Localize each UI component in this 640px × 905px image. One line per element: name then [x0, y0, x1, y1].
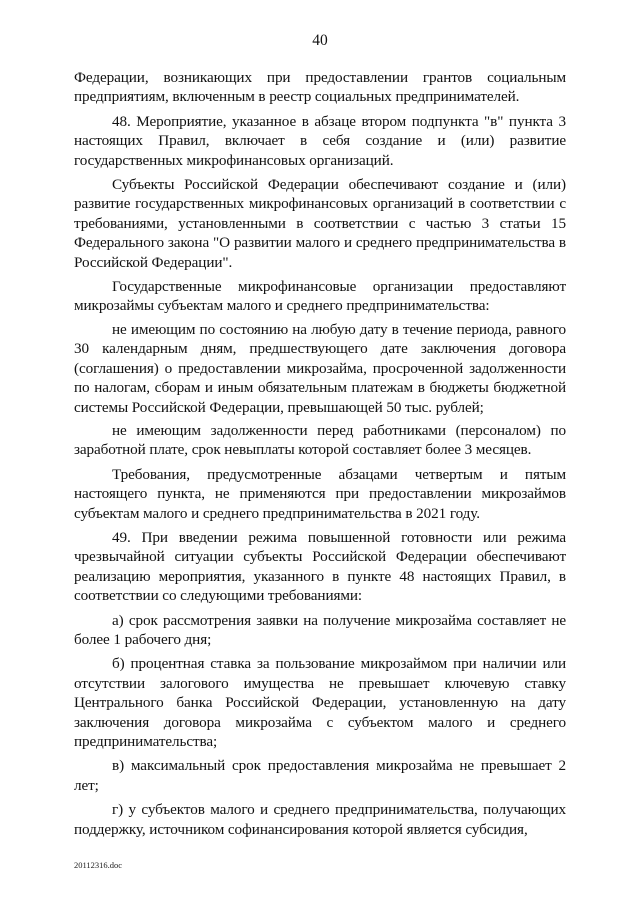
paragraph-condition-tax-debt: не имеющим по состоянию на любую дату в течение периода, равного 30 календарным дням, предшествующего дате заключения договора (соглашения) о предоставлении микрозайма, просроченной задолженности по налогам, сборам и иным обязательным платежам в бюджеты бюджетной системы Российской Федерации, превышающей 50 тыс. рублей; — [74, 320, 566, 416]
paragraph-item-49: 49. При введении режима повышенной готовности или режима чрезвычайной ситуации субъекты Российской Федерации обеспечивают реализацию мероприятия, указанного в пункте 48 настоящих Правил, в соответствии со следующими требованиями: — [74, 528, 566, 605]
paragraph-item-48: 48. Мероприятие, указанное в абзаце втором подпункта "в" пункта 3 настоящих Правил, включает в себя создание и (или) развитие государственных микрофинансовых организаций. — [74, 112, 566, 169]
paragraph-subitem-g: г) у субъектов малого и среднего предпринимательства, получающих поддержку, источником софинансирования которой является субсидия, — [74, 801, 566, 838]
paragraph-subitem-v: в) максимальный срок предоставления микрозайма не превышает 2 лет; — [74, 757, 566, 794]
document-body — [74, 68, 566, 844]
paragraph-microloans-intro: Государственные микрофинансовые организации предоставляют микрозаймы субъектам малого и среднего предпринимательства: — [74, 278, 566, 315]
paragraph-subitem-a: а) срок рассмотрения заявки на получение микрозайма составляет не более 1 рабочего дня; — [74, 611, 566, 648]
page-number: 40 — [312, 32, 328, 49]
paragraph-subjects-obligation: Субъекты Российской Федерации обеспечивают создание и (или) развитие государственных микрофинансовых организаций в соответствии с требованиями, установленными в соответствии с частью 3 статьи 15 Федерального закона "О развитии малого и среднего предпринимательства в Российской Федерации". — [74, 176, 566, 271]
document-filename-footer: 20112316.doc — [74, 860, 123, 870]
paragraph-condition-wage-debt: не имеющим задолженности перед работниками (персоналом) по заработной плате, срок невыплаты которой составляет более 3 месяцев. — [74, 421, 566, 459]
paragraph-requirements-exemption: Требования, предусмотренные абзацами четвертым и пятым настоящего пункта, не применяются при предоставлении микрозаймов субъектам малого и среднего предпринимательства в 2021 году. — [74, 465, 566, 522]
paragraph-continuation: Федерации, возникающих при предоставлении грантов социальным предприятиям, включенным в реестр социальных предпринимателей. — [74, 69, 566, 106]
paragraph-subitem-b: б) процентная ставка за пользование микрозаймом при наличии или отсутствии залогового имущества не превышает ключевую ставку Центрального банка Российской Федерации, установленную на дату заключения договора микрозайма с субъектом малого и среднего предпринимательства; — [74, 655, 566, 750]
